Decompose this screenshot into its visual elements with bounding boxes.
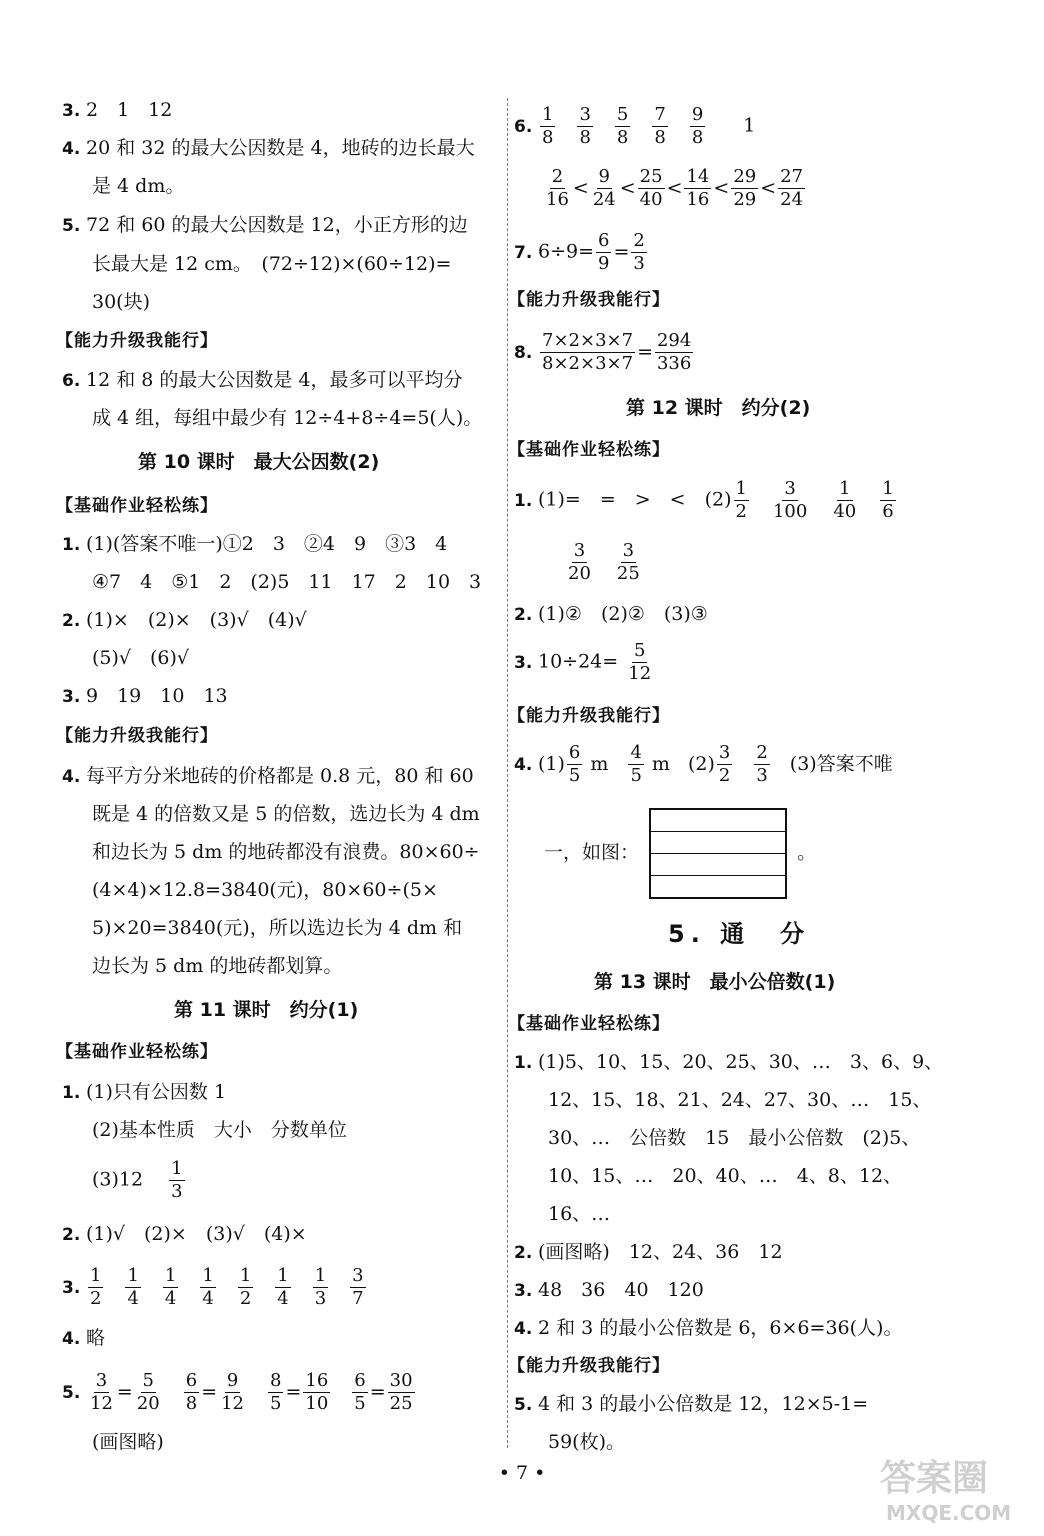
answer-5-cont: 59(枚)。	[548, 1431, 626, 1453]
unit-label: m	[584, 752, 609, 775]
denominator: 8	[185, 1393, 198, 1414]
denominator: 8	[691, 127, 704, 148]
answer-4-cont: 5)×20=3840(元)，所以选边长为 4 dm 和	[92, 917, 463, 939]
denominator: 2	[735, 501, 747, 522]
numerator: 1	[239, 1265, 252, 1286]
fraction	[352, 1370, 367, 1415]
answer-5: 5. 4 和 3 的最小公倍数是 12，12×5-1=	[514, 1393, 869, 1415]
answer-4-cont: 边长为 5 dm 的地砖都划算。	[92, 955, 343, 977]
numerator: 6	[354, 1370, 366, 1391]
numerator: 3	[573, 540, 586, 561]
lesson-title-12: 第 12 课时 约分(2)	[626, 397, 811, 419]
numerator: 27	[780, 166, 804, 187]
denominator: 8×2×3×7	[542, 353, 634, 374]
answer-4-cont: 既是 4 的倍数又是 5 的倍数，选边长为 4 dm	[92, 803, 480, 825]
fraction	[275, 1265, 290, 1310]
numerator: 6	[185, 1370, 198, 1391]
fraction	[754, 742, 769, 787]
fraction	[631, 230, 646, 275]
answer-4: 4. 每平方分米地砖的价格都是 0.8 元，80 和 60	[62, 765, 474, 787]
answer-2: 2. (1)× (2)× (3)√ (4)√	[62, 609, 307, 631]
answer-2: 2. (画图略) 12、24、36 12	[514, 1241, 783, 1263]
denominator: 3	[756, 765, 768, 786]
drawing-grid	[649, 808, 787, 899]
fraction	[628, 742, 643, 787]
answer-1-cont	[564, 540, 662, 585]
answer-3: 3. 10÷24= $\frac{5}{12}$	[514, 640, 652, 684]
denominator: 4	[202, 1288, 214, 1309]
fraction	[566, 540, 593, 585]
section-heading: 【能力升级我能行】	[508, 1356, 670, 1376]
numerator: 2	[756, 742, 768, 763]
denominator: 8	[654, 127, 666, 148]
numerator: 1	[735, 478, 747, 499]
fraction	[638, 166, 665, 211]
denominator: 25	[616, 563, 640, 584]
watermark-logo	[870, 1448, 1030, 1528]
equals-sign: =	[201, 1380, 218, 1403]
fraction	[615, 104, 630, 149]
fraction	[778, 166, 805, 211]
fraction	[125, 1265, 140, 1310]
answer-2-cont: (5)√ (6)√	[92, 647, 190, 669]
fraction	[831, 478, 858, 523]
answer-1-cont: 10、15、… 20、40、… 4、8、12、	[548, 1165, 903, 1187]
fraction	[596, 230, 611, 275]
denominator: 6	[882, 501, 894, 522]
fraction: $\frac{1}{3}$	[171, 1158, 183, 1202]
answer-4: 4. (1) $\frac{6}{5}$ m $\frac{4}{5}$ m (2) $\frac{3}{2}$ $\frac{2}{3}$ (3)答案不唯	[514, 742, 893, 786]
fraction	[313, 1265, 328, 1310]
denominator: 16	[686, 189, 710, 210]
numerator: 8	[270, 1370, 282, 1391]
answer-1: 1. (1)= = > < (2) $\frac{1}{2}$ $\frac{3}{100}$ $\frac{1}{40}$ $\frac{1}{6}$	[514, 478, 894, 522]
answer-1-cont: 30、… 公倍数 15 最小公倍数 (2)5、	[548, 1127, 921, 1149]
denominator: 336	[656, 353, 692, 374]
numerator: 5	[142, 1370, 154, 1391]
numerator: 9	[226, 1370, 239, 1391]
numerator: 1	[202, 1265, 214, 1286]
answer-4-cont: 是 4 dm。	[92, 175, 185, 197]
answer-3: 3. 2 1 12	[62, 99, 173, 121]
denominator: 5	[270, 1393, 282, 1414]
denominator: 7	[352, 1288, 364, 1309]
denominator: 8	[616, 127, 629, 148]
section-heading: 【能力升级我能行】	[56, 331, 218, 351]
denominator: 9	[598, 253, 610, 274]
part-label: (2)	[687, 752, 715, 775]
numerator: 3	[718, 742, 731, 763]
numerator: 1	[542, 104, 554, 125]
answer-3: 3. $\frac{1}{2}$ $\frac{1}{4}$ $\frac{1}{4}$ $\frac{1}{4}$ $\frac{1}{2}$ $\frac{1}{4}$ $\frac{1}{3}$ $\frac{3}{7}$	[62, 1265, 386, 1310]
fraction	[219, 1370, 246, 1415]
denominator: 24	[592, 189, 616, 210]
numerator: 3	[622, 540, 635, 561]
fraction	[734, 478, 749, 523]
fraction	[540, 330, 635, 375]
answer-2: 2. (1)√ (2)× (3)√ (4)×	[62, 1223, 307, 1245]
fraction	[350, 1265, 365, 1310]
part-label: (1)	[538, 752, 565, 775]
denominator: 5	[354, 1393, 366, 1414]
numerator: 3	[352, 1265, 364, 1286]
answer-7: 7. 6÷9= $\frac{6}{9}$ = $\frac{2}{3}$	[514, 230, 645, 274]
page-number: • 7 •	[498, 1462, 546, 1484]
denominator: 20	[136, 1393, 160, 1414]
equals-sign: =	[285, 1380, 302, 1403]
answer-5: 5. $\frac{3}{12}$ = $\frac{5}{20}$ $\frac{6}{8}$ = $\frac{9}{12}$ $\frac{8}{5}$ = $\frac{16}{10}$ $\frac{6}{5}$ = $\frac{30}{25}$	[62, 1370, 435, 1415]
numerator: 6	[568, 742, 581, 763]
svg-text:答案圈: 答案圈	[880, 1458, 989, 1499]
numerator: 9	[691, 104, 704, 125]
numerator: 1	[882, 478, 894, 499]
denominator: 10	[305, 1393, 329, 1414]
denominator: 2	[239, 1288, 252, 1309]
numerator: 16	[305, 1370, 329, 1391]
fraction	[731, 166, 758, 211]
equals-sign: =	[369, 1380, 386, 1403]
fraction	[690, 104, 705, 149]
denominator: 40	[833, 501, 857, 522]
fraction	[567, 742, 582, 787]
less-than-sign: <	[619, 176, 636, 199]
answer-4-cont: 一，如图： 。	[544, 808, 816, 899]
section-heading: 【基础作业轻松练】	[508, 1014, 670, 1034]
fraction	[135, 1370, 162, 1415]
answer-2: 2. (1)② (2)② (3)③	[514, 603, 708, 625]
answer-1: 1. (1)只有公因数 1	[62, 1081, 227, 1103]
answer-5-cont2: 30(块)	[92, 291, 151, 313]
denominator: 24	[780, 189, 804, 210]
chapter-title: 5. 通 分	[668, 920, 811, 948]
answer-6-cont	[542, 166, 807, 211]
numerator: 30	[389, 1370, 413, 1391]
fraction	[615, 540, 642, 585]
svg-text:MXQE.COM: MXQE.COM	[886, 1501, 1012, 1525]
answer-3: 3. 48 36 40 120	[514, 1279, 704, 1301]
fraction	[200, 1265, 215, 1310]
fraction	[88, 1265, 103, 1310]
answer-6-cont: 成 4 组，每组中最少有 12÷4+8÷4=5(人)。	[92, 407, 483, 429]
fraction	[163, 1265, 178, 1310]
section-heading: 【基础作业轻松练】	[56, 496, 218, 516]
lesson-title-11: 第 11 课时 约分(1)	[174, 999, 359, 1021]
numerator: 7×2×3×7	[542, 330, 634, 351]
equals-sign: =	[637, 340, 653, 363]
denominator: 25	[389, 1393, 413, 1414]
answer-6: 6. 12 和 8 的最大公因数是 4，最多可以平均分	[62, 369, 463, 391]
answer-8: 8. $\frac{7\times 2\times 3\times 7}{8\times 2\times 3\times 7}$ = $\frac{294}{336}$	[514, 330, 692, 374]
denominator: 29	[733, 189, 757, 210]
less-than-sign: <	[572, 176, 589, 199]
fraction	[238, 1265, 253, 1310]
denominator: 12	[90, 1393, 113, 1414]
numerator: 29	[733, 166, 757, 187]
denominator: 4	[164, 1288, 177, 1309]
equals-sign: =	[613, 240, 630, 263]
denominator: 5	[568, 765, 581, 786]
denominator: 2	[718, 765, 731, 786]
denominator: 100	[772, 501, 808, 522]
numerator: 3	[95, 1370, 108, 1391]
numerator: 2	[551, 166, 564, 187]
fraction	[544, 166, 571, 211]
numerator: 3	[579, 104, 591, 125]
answer-4: 4. 20 和 32 的最大公因数是 4，地砖的边长最大	[62, 137, 475, 159]
unit-label: m	[645, 752, 670, 775]
answer-3: 3. 9 19 10 13	[62, 685, 228, 707]
numerator: 1	[839, 478, 851, 499]
fraction	[591, 166, 618, 211]
fraction	[577, 104, 592, 149]
fraction	[184, 1370, 199, 1415]
answer-1: 1. (1)5、10、15、20、25、30、… 3、6、9、	[514, 1051, 944, 1073]
numerator: 4	[630, 742, 642, 763]
denominator: 16	[546, 189, 569, 210]
less-than-sign: <	[666, 176, 683, 199]
denominator: 5	[630, 765, 642, 786]
denominator: 8	[579, 127, 591, 148]
numerator: 14	[686, 166, 710, 187]
answer-1-cont: ④7 4 ⑤1 2 (2)5 11 17 2 10 3	[92, 571, 482, 593]
answer-1: 1. (1)(答案不唯一)①2 3 ②4 9 ③3 4	[62, 533, 448, 555]
denominator: 8	[542, 127, 554, 148]
denominator: 3	[314, 1288, 327, 1309]
fraction: $\frac{5}{12}$	[628, 640, 652, 684]
numerator: 294	[656, 330, 692, 351]
section-heading: 【基础作业轻松练】	[56, 1042, 218, 1062]
denominator: 4	[127, 1288, 139, 1309]
numerator: 3	[784, 478, 796, 499]
numerator: 9	[598, 166, 610, 187]
fraction	[880, 478, 895, 523]
fraction	[717, 742, 732, 787]
numerator: 1	[127, 1265, 139, 1286]
section-heading: 【能力升级我能行】	[508, 290, 670, 310]
answer-1-cont: (2)基本性质 大小 分数单位	[92, 1119, 347, 1141]
denominator: 3	[633, 253, 645, 274]
equals-sign: =	[116, 1380, 133, 1403]
answer-5-note: (画图略)	[92, 1431, 164, 1453]
denominator: 4	[277, 1288, 289, 1309]
section-heading: 【能力升级我能行】	[56, 726, 218, 746]
denominator: 20	[568, 563, 591, 584]
answer-4-cont: 和边长为 5 dm 的地砖都没有浪费。80×60÷	[92, 841, 480, 863]
fraction	[268, 1370, 283, 1415]
numerator: 1	[90, 1265, 102, 1286]
numerator: 1	[164, 1265, 177, 1286]
lesson-title-10: 第 10 课时 最大公因数(2)	[138, 451, 380, 473]
numerator: 1	[277, 1265, 289, 1286]
answer-6: 6. $\frac{1}{8}$ $\frac{3}{8}$ $\frac{5}{8}$ $\frac{7}{8}$ $\frac{9}{8}$ 1	[514, 104, 756, 148]
answer-5: 5. 72 和 60 的最大公因数是 12，小正方形的边	[62, 214, 468, 236]
section-heading: 【能力升级我能行】	[508, 706, 670, 726]
denominator: 2	[90, 1288, 102, 1309]
section-heading: 【基础作业轻松练】	[508, 440, 670, 460]
lesson-title-13: 第 13 课时 最小公倍数(1)	[594, 971, 836, 993]
answer-5-cont: 长最大是 12 cm。 (72÷12)×(60÷12)=	[92, 253, 452, 275]
fraction	[540, 104, 555, 149]
fraction	[771, 478, 809, 523]
numerator: 2	[633, 230, 645, 251]
part-label: (3)答案不唯	[789, 752, 893, 775]
fraction	[388, 1370, 415, 1415]
answer-4-cont: (4×4)×12.8=3840(元)，80×60÷(5×	[92, 879, 438, 901]
fraction	[684, 166, 711, 211]
less-than-sign: <	[760, 176, 777, 199]
answer-4: 4. 略	[62, 1327, 106, 1349]
answer-1-cont: (3)12 $\frac{1}{3}$	[92, 1158, 183, 1202]
answer-1-cont: 16、…	[548, 1203, 611, 1225]
less-than-sign: <	[713, 176, 730, 199]
fraction	[655, 330, 693, 375]
numerator: 5	[616, 104, 629, 125]
answer-1-cont: 12、15、18、21、24、27、30、… 15、	[548, 1089, 932, 1111]
numerator: 6	[598, 230, 610, 251]
fraction	[303, 1370, 330, 1415]
denominator: 40	[639, 189, 663, 210]
denominator: 12	[221, 1393, 245, 1414]
fraction	[652, 104, 667, 149]
fraction	[88, 1370, 115, 1415]
numerator: 1	[314, 1265, 327, 1286]
numerator: 7	[654, 104, 666, 125]
numerator: 25	[639, 166, 663, 187]
answer-4: 4. 2 和 3 的最小公倍数是 6，6×6=36(人)。	[514, 1317, 903, 1339]
